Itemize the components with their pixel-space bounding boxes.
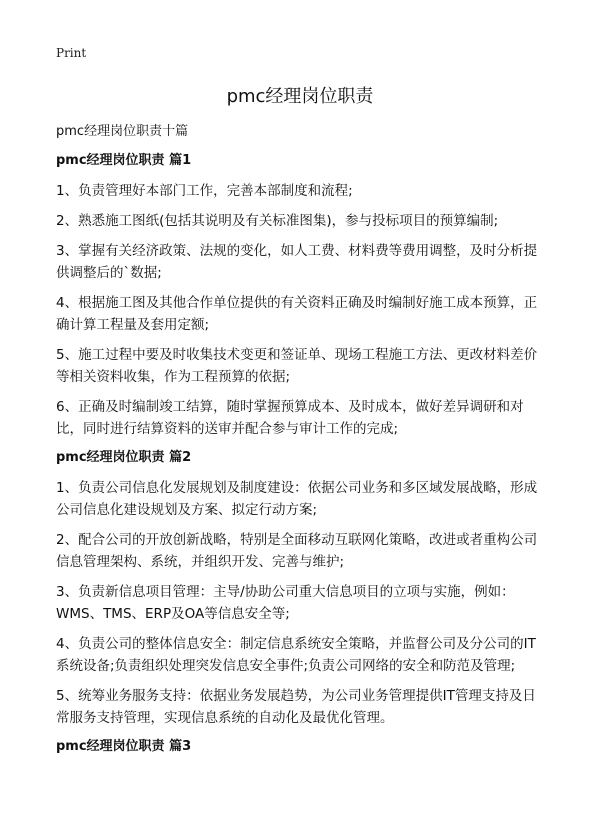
paragraph: 1、负责公司信息化发展规划及制度建设：依据公司业务和多区域发展战略，形成公司信息化建设规划及方案、拟定行动方案; xyxy=(56,480,538,518)
paragraph: 5、统筹业务服务支持：依据业务发展趋势，为公司业务管理提供IT管理支持及日常服务支持管理，实现信息系统的自动化及最优化管理。 xyxy=(56,688,536,726)
paragraph: 2、熟悉施工图纸(包括其说明及有关标准图集)，参与投标项目的预算编制; xyxy=(56,213,499,229)
document-body xyxy=(56,122,546,766)
paragraph: 3、负责新信息项目管理：主导/协助公司重大信息项目的立项与实施，例如：WMS、TMS、ERP及OA等信息安全等; xyxy=(56,584,515,622)
section-heading-1: pmc经理岗位职责 篇1 xyxy=(56,153,192,168)
paragraph: 4、负责公司的整体信息安全：制定信息系统安全策略，并监督公司及分公司的IT系统设备;负责组织处理突发信息安全事件;负责公司网络的安全和防范及管理; xyxy=(56,636,536,674)
paragraph: 3、掌握有关经济政策、法规的变化，如人工费、材料费等费用调整，及时分析提供调整后的`数据; xyxy=(56,243,538,281)
paragraph: 4、根据施工图及其他合作单位提供的有关资料正确及时编制好施工成本预算，正确计算工程量及套用定额; xyxy=(56,295,538,333)
paragraph: 1、负责管理好本部门工作，完善本部制度和流程; xyxy=(56,183,353,199)
section-heading-3: pmc经理岗位职责 篇3 xyxy=(56,739,192,754)
print-label: Print xyxy=(56,46,87,60)
document-subtitle: pmc经理岗位职责十篇 xyxy=(56,124,189,139)
paragraph: 5、施工过程中要及时收集技术变更和签证单、现场工程施工方法、更改材料差价等相关资料收集，作为工程预算的依据; xyxy=(56,347,538,385)
paragraph: 6、正确及时编制竣工结算，随时掌握预算成本、及时成本，做好差异调研和对比，同时进行结算资料的送审并配合参与审计工作的完成; xyxy=(56,399,524,437)
section-heading-2: pmc经理岗位职责 篇2 xyxy=(56,450,192,465)
paragraph: 2、配合公司的开放创新战略，特别是全面移动互联网化策略，改进或者重构公司信息管理架构、系统，并组织开发、完善与维护; xyxy=(56,532,538,570)
page-title: pmc经理岗位职责 xyxy=(226,86,374,107)
